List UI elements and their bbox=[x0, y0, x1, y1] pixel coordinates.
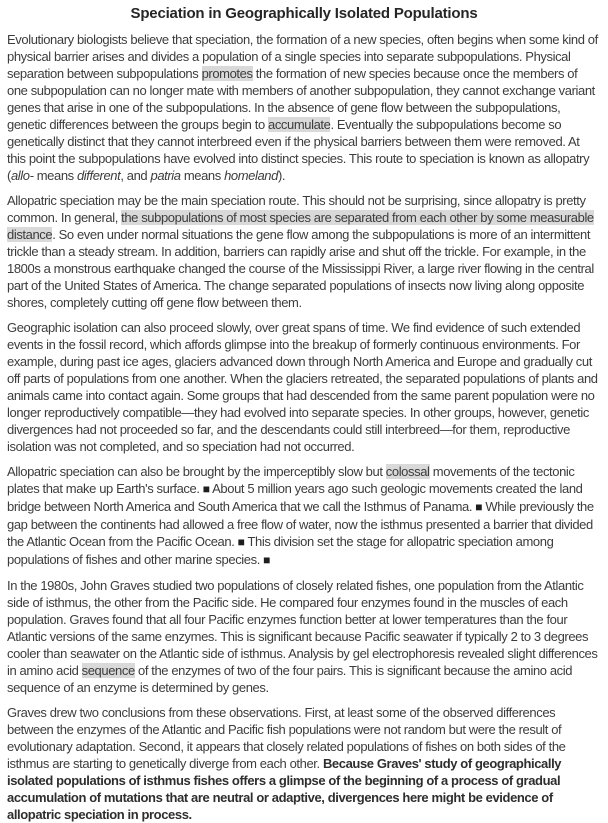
italic-term: patria bbox=[150, 168, 181, 183]
text-run: . Eventually the subpopulations become so genetically distinct that they cannot interbreed even if the physical barriers between them were removed. At this point the subpopulations have evolved into distinct species. This route to speciation is known as allopatry ( bbox=[7, 117, 590, 183]
text-run: the formation of new species because once the members of one subpopulation can no longer mate with members of another subpopulation, they cannot exchange variant genes that arise in one of the subpopulations. In the absence of gene flow between the subpopulations, genetic differences between the groups begin to bbox=[7, 66, 595, 132]
insertion-marker-square[interactable]: ■ bbox=[475, 500, 483, 514]
bold-sentence: Because Graves' study of geographically isolated populations of isthmus fishes offers a glimpse of the beginning of a process of gradual accumulation of mutations that are neutral or adaptive, divergences here might be evidence of allopatric speciation in process. bbox=[7, 756, 562, 822]
text-run: means bbox=[180, 168, 225, 183]
text-run: . So even under normal situations the gene flow among the subpopulations is more of an intermittent trickle than a steady stream. In addition, barriers can rapidly arise and shut off the trickle. For example, in the 1800s a monstrous earthquake changed the course of the Mississippi River, a large river flowing in the central part of the United States of America. The change separated populations of insects now living along opposite shores, completely cutting off gene flow between them. bbox=[7, 227, 594, 310]
passage-text bbox=[7, 31, 601, 823]
highlighted-phrase: the subpopulations of most species are separated from each other by some measurable distance bbox=[7, 210, 594, 242]
text-run: Evolutionary biologists believe that speciation, the formation of a new species, often begins when some kind of physical barrier arises and divides a population of a single species into separate subpopulations. Physical separation between subpopulations bbox=[7, 32, 598, 81]
text-run: ). bbox=[277, 168, 286, 183]
text-run: This division set the stage for allopatric speciation among populations of fishes and other marine species. bbox=[7, 534, 554, 567]
text-run: , and bbox=[120, 168, 151, 183]
highlighted-phrase: colossal bbox=[385, 464, 430, 479]
text-run: Allopatric speciation may be the main speciation route. This should not be surprising, since allopatry is pretty common. In general, bbox=[7, 193, 586, 225]
italic-term: different bbox=[76, 168, 121, 183]
text-run: In the 1980s, John Graves studied two populations of closely related fishes, one population from the Atlantic side of isthmus, the other from the Pacific side. He compared four enzymes found in the muscles of each population. Graves found that all four Pacific enzymes function better at lower temperatures than the four Atlantic versions of the same enzymes. This is significant because Pacific seawater if typically 2 to 3 degrees cooler than seawater on the Atlantic side of isthmus. Analysis by gel electrophoresis revealed slight differences in amino acid bbox=[7, 578, 598, 678]
text-run: means bbox=[33, 168, 77, 183]
highlighted-phrase: promotes bbox=[201, 66, 253, 81]
text-run: Allopatric speciation can also be brought by the imperceptibly slow but bbox=[7, 464, 386, 479]
text-run: Geographic isolation can also proceed slowly, over great spans of time. We find evidence of such extended events in the fossil record, which affords glimpse into the breakup of formerly continuous environments. For example, during past ice ages, glaciers advanced down through North America and Europe and gradually cut off parts of populations from one another. When the glaciers retreated, the separated populations of plants and animals came into contact again. Some groups that had descended from the same parent population were no longer reproductively compatible—they had evolved into separate species. In other groups, however, genetic divergences had not proceeded so far, and the descendants could still interbreed—for them, reproductive isolation was not completed, and so speciation had not occurred. bbox=[7, 320, 598, 454]
paragraph-4 bbox=[7, 463, 601, 569]
passage-title: Speciation in Geographically Isolated Populations bbox=[130, 5, 478, 22]
text-run: movements of the tectonic plates that make up Earth's surface. bbox=[7, 464, 575, 496]
highlighted-phrase: sequence bbox=[81, 663, 135, 678]
paragraph-1 bbox=[7, 31, 601, 184]
paragraph-6 bbox=[7, 704, 601, 823]
highlighted-phrase: accumulate bbox=[267, 117, 331, 132]
insertion-marker-square[interactable]: ■ bbox=[237, 535, 245, 549]
text-run: of the enzymes of two of the four pairs. This is significant because the amino acid sequence of an enzyme is determined by genes. bbox=[7, 663, 573, 695]
paragraph-3 bbox=[7, 319, 601, 455]
insertion-marker-square[interactable]: ■ bbox=[263, 553, 270, 567]
paragraph-5 bbox=[7, 577, 601, 696]
insertion-marker-square[interactable]: ■ bbox=[202, 482, 210, 496]
text-run: While previously the gap between the continents had allowed a free flow of water, now the isthmus presented a barrier that divided the Atlantic Ocean from the Pacific Ocean. bbox=[7, 499, 594, 549]
text-run: Graves drew two conclusions from these observations. First, at least some of the observed differences between the enzymes of the Atlantic and Pacific fish populations were not random but were the result of evolutionary adaptation. Second, it appears that closely related populations of fishes on both sides of the isthmus are starting to genetically diverge from each other. bbox=[7, 705, 566, 771]
paragraph-2 bbox=[7, 192, 601, 311]
italic-term: allo- bbox=[10, 168, 34, 183]
text-run: About 5 million years ago such geologic movements created the land bridge between North America and South America that we call the Isthmus of Panama. bbox=[7, 481, 583, 514]
italic-term: homeland bbox=[224, 168, 278, 183]
